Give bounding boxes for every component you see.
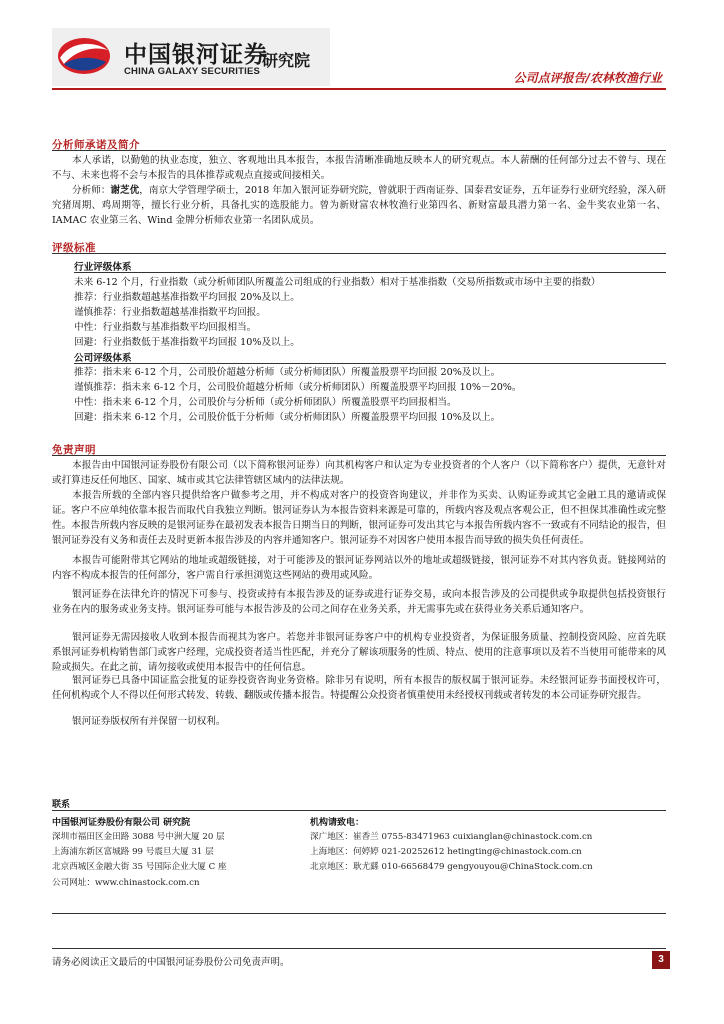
page-header xyxy=(0,0,724,90)
report-type-label: 公司点评报告/农林牧渔行业 xyxy=(513,71,662,85)
address-line: 北京西城区金融大街 35 号国际企业大厦 C 座 xyxy=(52,862,227,872)
industry-rating-title: 行业评级体系 xyxy=(74,262,132,273)
analyst-name: 谢芝优 xyxy=(110,185,140,196)
disclaimer-paragraph: 本报告可能附带其它网站的地址或超级链接，对于可能涉及的银河证券网站以外的地址或超级链接，银河证券不对其内容负责。链接网站的内容不构成本报告的任何部分，客户需自行承担浏览这些网站的费用或风险。 xyxy=(52,555,666,581)
analyst-section-title: 分析师承诺及简介 xyxy=(52,139,140,151)
sales-contact-line[interactable]: 深广地区：崔香兰 0755-83471963 cuixianglan@chinastock.com.cn xyxy=(310,832,593,842)
company-rating-line: 中性：指未来 6-12 个月，公司股价与分析师（或分析师团队）所覆盖股票平均回报相当。 xyxy=(74,397,457,408)
company-name: 中国银河证券股份有限公司 研究院 xyxy=(52,818,191,828)
company-rating-divider xyxy=(74,363,666,364)
analyst-section-divider xyxy=(52,150,666,151)
company-rating-line: 推荐：指未来 6-12 个月，公司股价超越分析师（或分析师团队）所覆盖股票平均回报 20%及以上。 xyxy=(74,367,501,378)
industry-rating-line: 谨慎推荐：行业指数超越基准指数平均回报。 xyxy=(74,307,266,318)
footer-notice: 请务必阅读正文最后的中国银河证券股份公司免责声明。 xyxy=(52,957,290,968)
disclaimer-paragraph: 银河证券已具备中国证监会批复的证券投资咨询业务资格。除非另有说明，所有本报告的版权属于银河证券。未经银河证券书面授权许可，任何机构或个人不得以任何形式转发、转载、翻版或传播本报告。特提醒公众投资者慎重使用未经授权刊载或者转发的本公司证券研究报告。 xyxy=(52,675,666,701)
galaxy-logo-icon xyxy=(54,34,114,78)
analyst-commitment-paragraph: 本人承诺，以勤勉的执业态度，独立、客观地出具本报告，本报告清晰准确地反映本人的研究观点。本人薪酬的任何部分过去不曾与、现在不与、未来也将不会与本报告的具体推荐或观点直接或间接相关。 xyxy=(52,155,666,181)
company-rating-title: 公司评级体系 xyxy=(74,353,132,364)
contact-section-title: 联系 xyxy=(52,800,71,810)
contact-bottom-divider xyxy=(52,913,666,914)
disclaimer-paragraph: 银河证券无需因接收人收到本报告而视其为客户。若您并非银河证券客户中的机构专业投资者，为保证服务质量、控制投资风险、应首先联系银河证券机构销售部门或客户经理，完成投资者适当性匹配，并充分了解该项服务的性质、特点、使用的注意事项以及若不当使用可能带来的风险或损失。在此之前，请勿接收或使用本报告中的任何信息。 xyxy=(52,632,666,673)
logo-english-name: CHINA GALAXY SECURITIES xyxy=(124,66,261,77)
disclaimer-paragraph: 银河证券版权所有并保留一切权利。 xyxy=(72,716,226,727)
industry-rating-line: 中性：行业指数与基准指数平均回报相当。 xyxy=(74,322,257,333)
logo-chinese-name: 中国银河证券 xyxy=(124,42,268,68)
address-line: 上海浦东新区富城路 99 号震旦大厦 31 层 xyxy=(52,847,214,857)
industry-rating-line: 推荐：行业指数超越基准指数平均回报 20%及以上。 xyxy=(74,292,300,303)
address-line: 深圳市福田区金田路 3088 号中洲大厦 20 层 xyxy=(52,832,225,842)
industry-rating-line: 回避：行业指数低于基准指数平均回报 10%及以上。 xyxy=(74,337,300,348)
rating-section-divider xyxy=(52,253,666,254)
company-website[interactable]: 公司网址：www.chinastock.com.cn xyxy=(52,878,200,888)
sales-contact-title: 机构请致电： xyxy=(310,818,365,828)
disclaimer-paragraph: 本报告所载的全部内容只提供给客户做参考之用，并不构成对客户的投资咨询建议，并非作为买卖、认购证券或其它金融工具的邀请或保证。客户不应单纯依靠本报告而取代自我独立判断。银河证券认为本报告资料来源是可靠的，所载内容及观点客观公正，但不担保其准确性或完整性。本报告所载内容反映的是银河证券在最初发表本报告日期当日的判断，银河证券可发出其它与本报告所载内容不一致或有不同结论的报告，但银河证券没有义务和责任去及时更新本报告涉及的内容并通知客户。银河证券不对因客户使用本报告而导致的损失负任何责任。 xyxy=(52,490,666,546)
disclaimer-section-divider xyxy=(52,455,666,456)
industry-rating-divider xyxy=(74,272,666,273)
analyst-bio-paragraph: 分析师：谢芝优，南京大学管理学硕士，2018 年加入银河证券研究院，曾就职于西南证券、国泰君安证券，五年证券行业研究经验，深入研究猪周期、鸡周期等，擅长行业分析，具备扎实的选股能力。曾为新财富农林牧渔行业第四名、新财富最具潜力第一名、金牛奖农业第一名、IAMAC 农业第三名、Wind 金牌分析师农业第一名团队成员。 xyxy=(52,185,667,226)
disclaimer-paragraph: 银河证券在法律允许的情况下可参与、投资或持有本报告涉及的证券或进行证券交易，或向本报告涉及的公司提供或争取提供包括投资银行业务在内的服务或业务支持。银河证券可能与本报告涉及的公司之间存在业务关系，并无需事先或在获得业务关系后通知客户。 xyxy=(52,589,666,615)
rating-section-title: 评级标准 xyxy=(52,242,96,254)
company-rating-line: 回避：指未来 6-12 个月，公司股价低于分析师（或分析师团队）所覆盖股票平均回报 10%及以上。 xyxy=(74,412,501,423)
disclaimer-section-title: 免责声明 xyxy=(52,444,96,456)
industry-rating-line: 未来 6-12 个月，行业指数（或分析师团队所覆盖公司组成的行业指数）相对于基准指数（交易所指数或市场中主要的指数） xyxy=(74,277,601,288)
footer-divider xyxy=(52,948,666,949)
contact-top-divider xyxy=(52,810,666,811)
sales-contact-line[interactable]: 北京地区：耿尤繇 010-66568479 gengyouyou@ChinaStock.com.cn xyxy=(310,862,593,872)
company-rating-line: 谨慎推荐：指未来 6-12 个月，公司股价超越分析师（或分析师团队）所覆盖股票平均回报 10%－20%。 xyxy=(74,382,522,393)
logo-department: 研究院 xyxy=(262,51,311,70)
header-divider xyxy=(52,88,666,90)
page-number: 3 xyxy=(652,951,670,969)
sales-contact-line[interactable]: 上海地区：何婷婷 021-20252612 hetingting@chinastock.com.cn xyxy=(310,847,582,857)
disclaimer-paragraph: 本报告由中国银河证券股份有限公司（以下简称银河证券）向其机构客户和认定为专业投资者的个人客户（以下简称客户）提供，无意针对或打算违反任何地区、国家、城市或其它法律管辖区域内的法律法规。 xyxy=(52,460,666,486)
